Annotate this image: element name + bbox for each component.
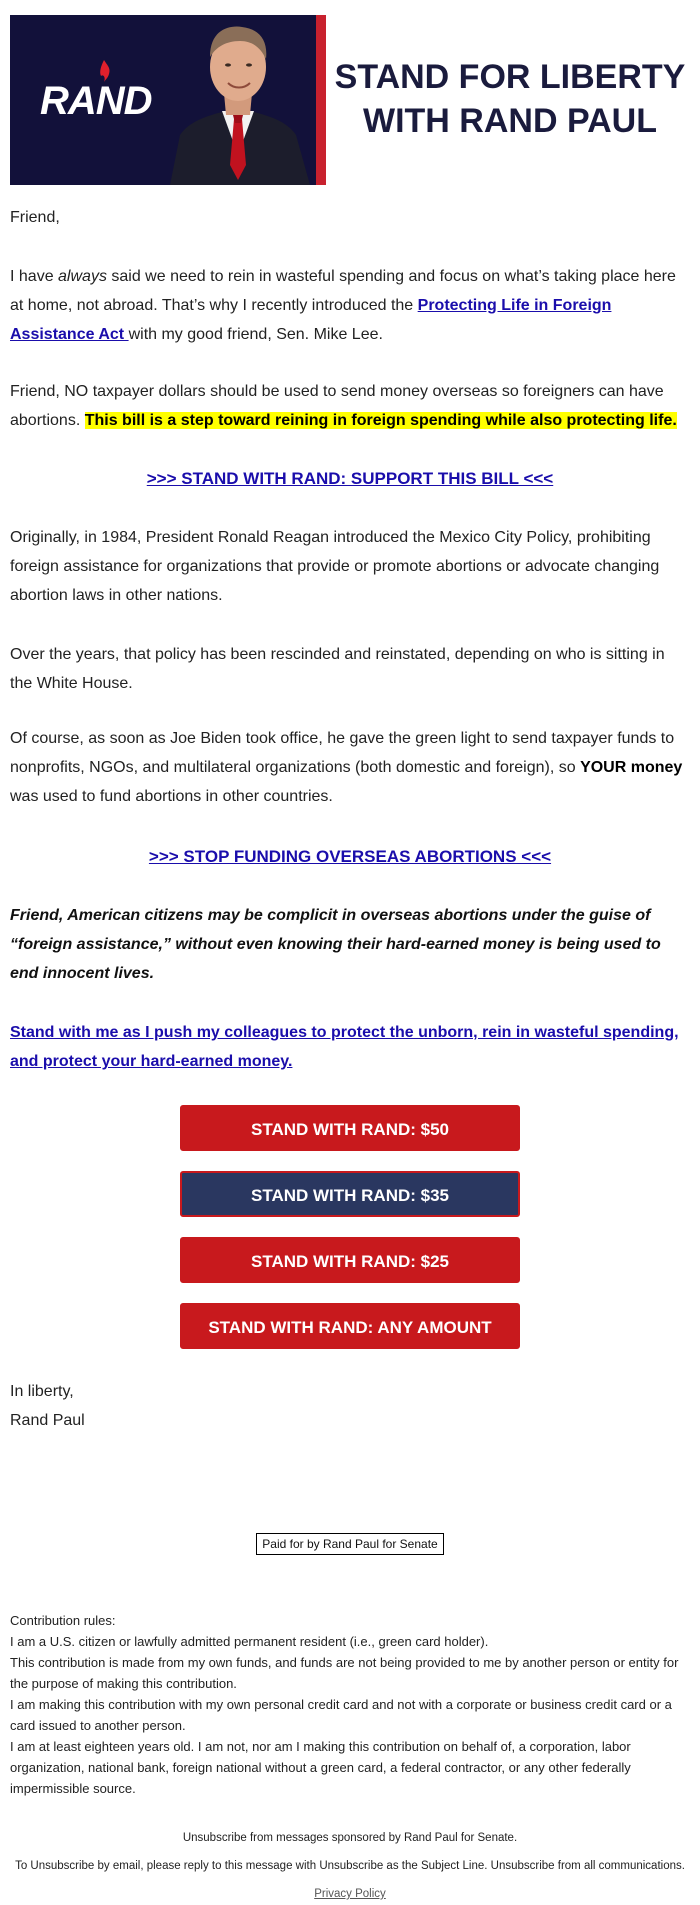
p1-text-mid: said we need to rein in wasteful spending and focus on what’s taking place here at home, not abroad. That’s why I recently introduced the bbox=[10, 268, 676, 314]
donate-25-button[interactable]: STAND WITH RAND: $25 bbox=[180, 1237, 520, 1283]
donate-35-button[interactable]: STAND WITH RAND: $35 bbox=[180, 1171, 520, 1217]
headline-line-2: WITH RAND PAUL bbox=[363, 102, 657, 140]
header-banner-image bbox=[10, 15, 316, 185]
signoff-name: Rand Paul bbox=[10, 1412, 85, 1429]
page-title bbox=[330, 55, 690, 143]
email-header bbox=[10, 15, 690, 185]
privacy-policy-link[interactable]: Privacy Policy bbox=[314, 1888, 386, 1900]
contribution-rules bbox=[10, 1610, 690, 1799]
paragraph-complicit: Friend, American citizens may be complicit in overseas abortions under the guise of “foreign assistance,” without even knowing their hard-earned money is being used to end innocent lives. bbox=[10, 907, 661, 982]
p2-text: Friend, NO taxpayer dollars should be used to send money overseas so foreigners can have abortions. bbox=[10, 383, 664, 429]
p5-text-post: was used to fund abortions in other countries. bbox=[10, 788, 333, 805]
stop-funding-link[interactable]: >>> STOP FUNDING OVERSEAS ABORTIONS <<< bbox=[148, 847, 552, 866]
rule-item: I am making this contribution with my own personal credit card and not with a corporate or business credit card or a card issued to another person. bbox=[10, 1697, 672, 1733]
rand-logo: RAND bbox=[40, 79, 152, 123]
your-money-bold: YOUR money bbox=[580, 759, 683, 776]
greeting: Friend, bbox=[10, 209, 60, 226]
highlighted-statement: This bill is a step toward reining in foreign spending while also protecting life. bbox=[84, 412, 677, 429]
paragraph-policy-history: Over the years, that policy has been rescinded and reinstated, depending on who is sitting in the White House. bbox=[10, 646, 665, 692]
donate-any-amount-button[interactable]: STAND WITH RAND: ANY AMOUNT bbox=[180, 1303, 520, 1349]
headline-line-1: STAND FOR LIBERTY bbox=[334, 58, 686, 96]
signoff-closing: In liberty, bbox=[10, 1383, 74, 1400]
p1-text-post: with my good friend, Sen. Mike Lee. bbox=[128, 326, 383, 343]
rules-title: Contribution rules: bbox=[10, 1613, 116, 1628]
p1-emphasis: always bbox=[58, 268, 107, 285]
stand-with-me-link[interactable]: Stand with me as I push my colleagues to protect the unborn, rein in wasteful spending, and protect your hard-earned money. bbox=[10, 1024, 679, 1070]
p5-text-pre: Of course, as soon as Joe Biden took office, he gave the green light to send taxpayer funds to nonprofits, NGOs, and multilateral organizations (both domestic and foreign), so bbox=[10, 730, 675, 776]
paragraph-taxpayer bbox=[10, 377, 690, 435]
rule-item: This contribution is made from my own funds, and funds are not being provided to me by another person or entity for the purpose of making this contribution. bbox=[10, 1655, 679, 1691]
protecting-life-act-link[interactable]: Protecting Life in Foreign Assistance Act bbox=[10, 297, 612, 343]
paragraph-stand-with-me bbox=[10, 1018, 690, 1076]
paragraph-biden bbox=[10, 724, 690, 811]
paragraph-reagan: Originally, in 1984, President Ronald Reagan introduced the Mexico City Policy, prohibiting foreign assistance for organizations that provide or promote abortions or advocate changing abortion laws in other nations. bbox=[10, 529, 660, 604]
paid-for-disclaimer: Paid for by Rand Paul for Senate bbox=[256, 1533, 444, 1555]
p1-text-pre: I have bbox=[10, 268, 59, 285]
unsubscribe-sponsor-text[interactable]: Unsubscribe from messages sponsored by Rand Paul for Senate. bbox=[182, 1832, 518, 1844]
support-bill-link[interactable]: >>> STAND WITH RAND: SUPPORT THIS BILL <<< bbox=[146, 469, 554, 488]
donate-50-button[interactable]: STAND WITH RAND: $50 bbox=[180, 1105, 520, 1151]
unsubscribe-email-text[interactable]: To Unsubscribe by email, please reply to this message with Unsubscribe as the Subject Line. Unsubscribe from all communications. bbox=[15, 1860, 685, 1872]
rule-item: I am a U.S. citizen or lawfully admitted permanent resident (i.e., green card holder). bbox=[10, 1634, 489, 1649]
rule-item: I am at least eighteen years old. I am not, nor am I making this contribution on behalf of, a corporation, labor organization, national bank, foreign national without a green card, a federal contractor, or any other federally impermissible source. bbox=[10, 1739, 631, 1796]
header-red-bar bbox=[316, 15, 326, 185]
rand-paul-portrait bbox=[160, 15, 316, 185]
paragraph-intro bbox=[10, 262, 690, 349]
